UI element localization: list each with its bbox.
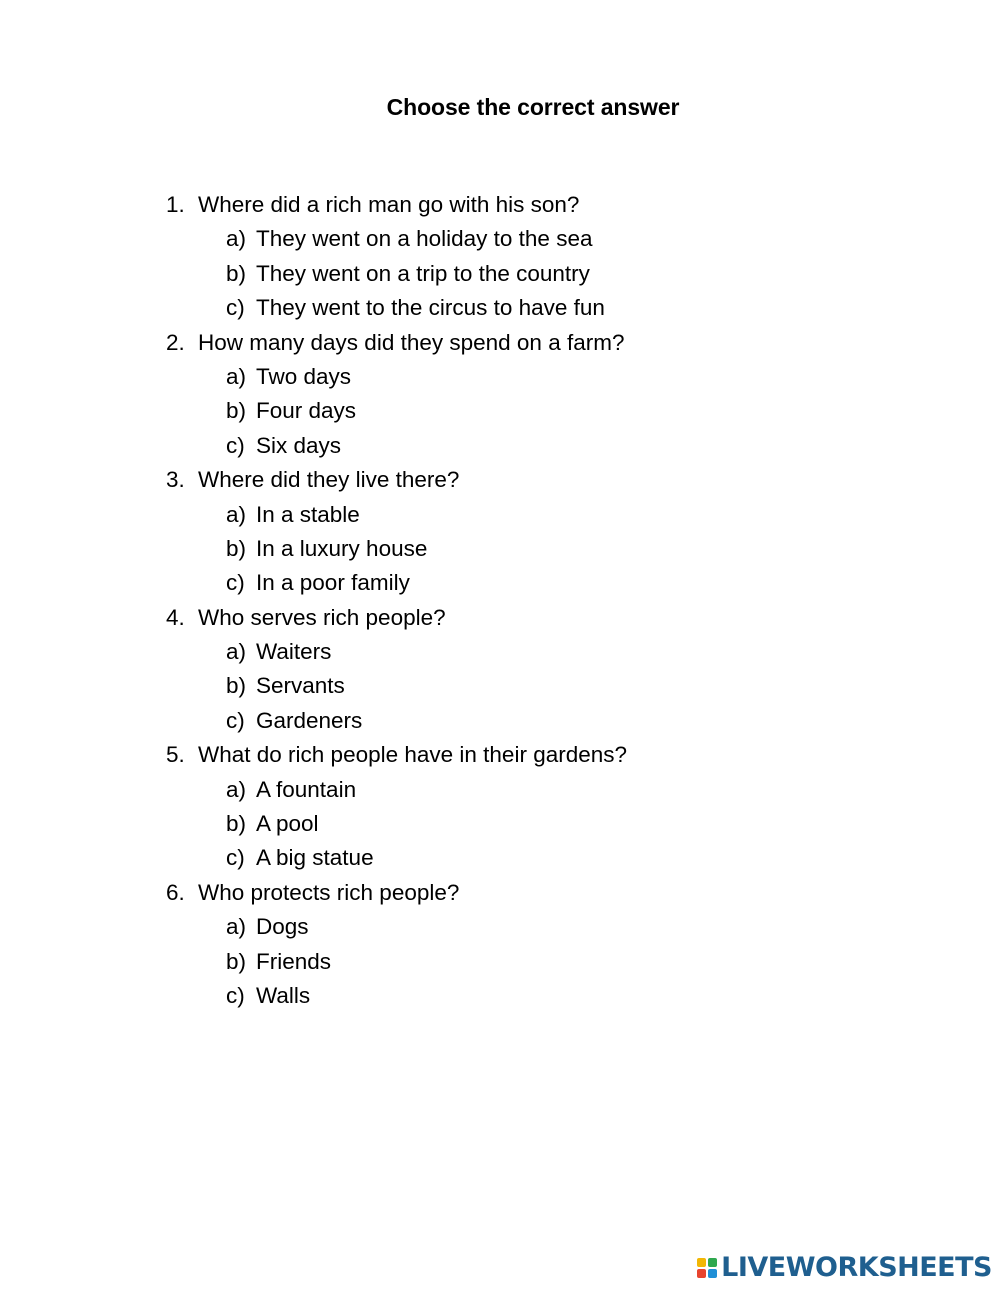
answer-option[interactable] [166,979,627,1013]
question-item [166,463,627,497]
option-letter: a) [226,226,247,252]
option-letter: b) [226,398,247,424]
question-item [166,188,627,222]
answer-option[interactable] [166,910,627,944]
question-item [166,326,627,360]
answer-option[interactable] [166,704,627,738]
option-text: A pool [256,811,319,837]
question-text: How many days did they spend on a farm? [198,329,625,355]
option-letter: c) [226,845,245,871]
option-letter: b) [226,260,247,286]
question-number: 2. [166,329,185,355]
option-text: Walls [256,982,311,1008]
answer-option[interactable] [166,635,627,669]
logo-square [708,1269,717,1278]
answer-option[interactable] [166,257,627,291]
answer-option[interactable] [166,222,627,256]
option-letter: b) [226,948,247,974]
question-item [166,601,627,635]
answer-option[interactable] [166,566,627,600]
logo-square [697,1258,706,1267]
liveworksheets-logo-icon [697,1258,717,1278]
option-text: Servants [256,673,345,699]
option-text: Gardeners [256,707,363,733]
question-number: 4. [166,604,185,630]
answer-option[interactable] [166,841,627,875]
option-text: In a luxury house [256,535,428,561]
question-text: Where did a rich man go with his son? [198,192,580,217]
answer-option[interactable] [166,945,627,979]
brand-watermark [697,1253,992,1283]
question-item [166,876,627,910]
answer-option[interactable] [166,807,627,841]
option-letter: c) [226,295,245,321]
option-text: Four days [256,398,357,424]
option-text: They went on a holiday to the sea [256,226,593,252]
option-letter: c) [226,570,245,596]
question-number: 5. [166,742,185,768]
page-title: Choose the correct answer [386,94,680,120]
answer-option[interactable] [166,429,627,463]
brand-text: LIVEWORKSHEETS [721,1252,992,1283]
option-text: Two days [256,363,352,389]
question-number: 1. [166,192,185,217]
question-item [166,738,627,772]
question-text: What do rich people have in their gardens? [198,742,628,768]
question-list [166,188,627,1013]
option-text: Friends [256,948,332,974]
question-text: Who serves rich people? [198,604,446,630]
answer-option[interactable] [166,669,627,703]
answer-option[interactable] [166,532,627,566]
option-text: A fountain [256,776,357,802]
option-letter: a) [226,776,247,802]
option-text: A big statue [256,845,374,871]
question-number: 3. [166,467,185,493]
option-text: They went on a trip to the country [256,260,590,286]
option-text: They went to the circus to have fun [256,295,605,321]
option-text: In a stable [256,501,360,527]
option-letter: c) [226,982,245,1008]
answer-option[interactable] [166,394,627,428]
option-letter: b) [226,673,247,699]
logo-square [708,1258,717,1267]
option-text: Dogs [256,914,309,940]
option-letter: a) [226,501,247,527]
answer-option[interactable] [166,773,627,807]
option-text: In a poor family [256,570,410,596]
answer-option[interactable] [166,360,627,394]
option-letter: a) [226,363,247,389]
question-number: 6. [166,879,185,905]
question-text: Where did they live there? [198,467,460,493]
option-letter: a) [226,639,247,665]
option-letter: a) [226,914,247,940]
option-letter: c) [226,432,245,458]
option-letter: b) [226,535,247,561]
question-text: Who protects rich people? [198,879,460,905]
option-text: Six days [256,432,342,458]
option-letter: c) [226,707,245,733]
option-text: Waiters [256,639,332,665]
answer-option[interactable] [166,291,627,325]
option-letter: b) [226,811,247,837]
logo-square [697,1269,706,1278]
answer-option[interactable] [166,498,627,532]
